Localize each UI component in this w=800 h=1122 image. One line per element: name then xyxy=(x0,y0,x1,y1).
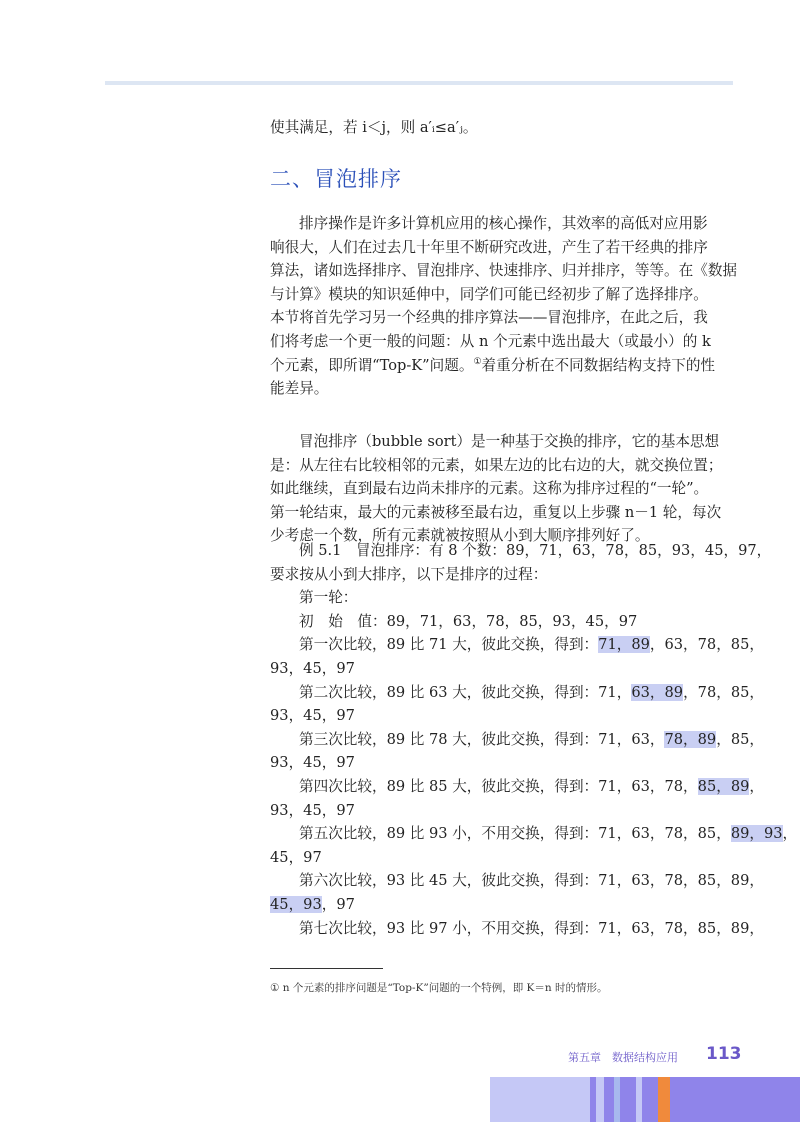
step-continuation: 93，45，97 xyxy=(270,754,355,772)
initial-values: 初 始 值：89，71，63，78，85，93，45，97 xyxy=(299,612,638,630)
paragraph-bubble-sort xyxy=(270,430,740,548)
para2-line: 少考虑一个数，所有元素就被按照从小到大顺序排列好了。 xyxy=(270,527,650,545)
step-continuation: 93，45，97 xyxy=(270,659,355,677)
para1-line: 排序操作是许多计算机应用的核心操作，其效率的高低对应用影 xyxy=(299,215,708,232)
para1-line: 们将考虑一个更一般的问题：从 n 个元素中选出最大（或最小）的 k xyxy=(270,332,711,350)
step-text: ， xyxy=(782,825,798,843)
swapped-pair-highlight: 71，89 xyxy=(598,636,650,654)
para1-line-text: 个元素，即所谓“Top-K”问题。 xyxy=(270,356,474,374)
para2-line: 是：从左往右比较相邻的元素，如果左边的比右边的大，就交换位置； xyxy=(270,456,723,474)
example-block xyxy=(270,539,798,940)
example-text: 要求按从小到大排序，以下是排序的过程： xyxy=(270,565,548,583)
section-title: 二、冒泡排序 xyxy=(270,167,402,191)
swapped-pair-highlight: 45，93 xyxy=(270,895,322,913)
color-bar xyxy=(670,1077,800,1122)
step-continuation: 93，45，97 xyxy=(270,707,355,725)
footnote-rule xyxy=(270,968,383,969)
swapped-pair-highlight: 63，89 xyxy=(631,683,684,701)
step-line: 第七次比较，93 比 97 小，不用交换，得到：71，63，78，85，89， xyxy=(299,919,764,937)
para1-line: 与计算》模块的知识延伸中，同学们可能已经初步了解了选择排序。 xyxy=(270,285,708,303)
step-text: 第一次比较，89 比 71 大，彼此交换，得到： xyxy=(299,636,599,654)
step-text: 第二次比较，89 比 63 大，彼此交换，得到：71， xyxy=(299,683,632,701)
para2-line: 如此继续，直到最右边尚未排序的元素。这称为排序过程的“一轮”。 xyxy=(270,480,709,498)
footnote: ① n 个元素的排序问题是“Top-K”问题的一个特例，即 K＝n 时的情形。 xyxy=(270,982,608,994)
color-bar xyxy=(490,1077,590,1122)
color-bar xyxy=(658,1077,670,1122)
para1-line: 算法，诸如选择排序、冒泡排序、快速排序、归并排序，等等。在《数据 xyxy=(270,262,738,280)
color-bar xyxy=(620,1077,636,1122)
step-line: 第六次比较，93 比 45 大，彼此交换，得到：71，63，78，85，89， xyxy=(299,872,764,890)
step-continuation xyxy=(270,893,740,917)
page-number: 113 xyxy=(706,1044,742,1064)
step-line xyxy=(270,728,764,752)
step-text: ，85， xyxy=(716,730,764,748)
swapped-pair-highlight: 85，89 xyxy=(697,777,750,795)
color-bar xyxy=(642,1077,658,1122)
para2-line: 第一轮结束，最大的元素被移至最右边，重复以上步骤 n－1 轮，每次 xyxy=(270,503,722,521)
step-continuation: 93，45，97 xyxy=(270,801,355,819)
para1-line xyxy=(270,354,740,378)
footnote-ref: ① xyxy=(473,356,482,367)
compared-pair-highlight: 89，93 xyxy=(730,825,783,843)
color-bar xyxy=(596,1077,604,1122)
intro-line xyxy=(270,116,740,140)
intro-text: 使其满足，若 i＜j，则 a′ᵢ≤a′ⱼ。 xyxy=(270,119,478,136)
para1-line: 本节将首先学习另一个经典的排序算法——冒泡排序，在此之后，我 xyxy=(270,309,708,327)
step-text: 第五次比较，89 比 93 小，不用交换，得到：71，63，78，85， xyxy=(299,825,731,843)
step-text: ， xyxy=(749,777,764,795)
para1-line: 响很大，人们在过去几十年里不断研究改进，产生了若干经典的排序 xyxy=(270,238,708,256)
example-title: 例 5.1 冒泡排序：有 8 个数：89，71，63，78，85，93，45，97， xyxy=(299,542,772,559)
step-line xyxy=(270,633,764,657)
step-line xyxy=(270,775,764,799)
para1-line-text: 着重分析在不同数据结构支持下的性 xyxy=(481,356,716,374)
para1-line: 能差异。 xyxy=(270,380,329,398)
step-text: ，78，85， xyxy=(683,683,764,701)
step-text: ，97 xyxy=(321,895,355,913)
step-text: 第四次比较，89 比 85 大，彼此交换，得到：71，63，78， xyxy=(299,777,698,795)
color-bar xyxy=(604,1077,614,1122)
chapter-footer: 第五章 数据结构应用 xyxy=(568,1051,678,1064)
step-line xyxy=(270,822,798,846)
step-continuation: 45，97 xyxy=(270,848,322,866)
round-label: 第一轮： xyxy=(299,589,358,607)
step-text: ，63，78，85， xyxy=(649,636,764,654)
paragraph-sorting-intro xyxy=(270,212,740,401)
swapped-pair-highlight: 78，89 xyxy=(664,730,717,748)
header-rule xyxy=(105,81,733,85)
step-line xyxy=(270,681,764,705)
step-text: 第三次比较，89 比 78 大，彼此交换，得到：71，63， xyxy=(299,730,665,748)
para2-line: 冒泡排序（bubble sort）是一种基于交换的排序，它的基本思想 xyxy=(299,433,720,450)
